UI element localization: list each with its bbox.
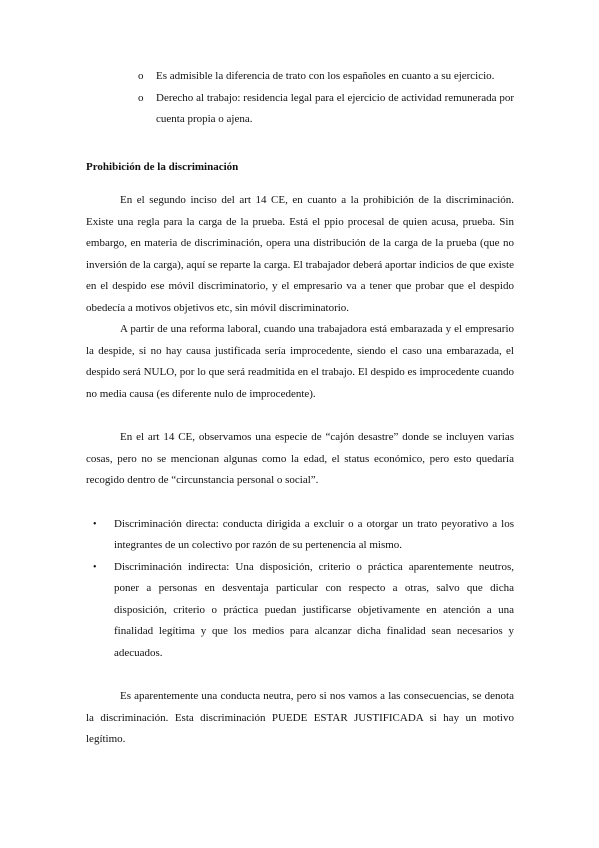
list-item-text: Discriminación indirecta: Una disposición, criterio o práctica aparentemente neutros, poner a personas en desventaja particular con respecto a otras, salvo que dicha disposición, criterio o práctica puedan justificarse objetivamente en atención a una finalidad legítima y que los medios para alcanzar dicha finalidad sean necesarios y adecuados.	[114, 560, 514, 659]
sub-list	[138, 66, 514, 131]
list-item	[138, 66, 514, 88]
document-body	[86, 66, 514, 751]
bullet-list	[86, 514, 514, 665]
section-heading: Prohibición de la discriminación	[86, 160, 239, 173]
list-item-text: Es admisible la diferencia de trato con los españoles en cuanto a su ejercicio.	[156, 70, 495, 82]
list-item	[138, 88, 514, 131]
closing-paragraph: Es aparentemente una conducta neutra, pero si nos vamos a las consecuencias, se denota la discriminación. Esta discriminación PUEDE ESTAR JUSTIFICADA si hay un motivo legítimo.	[86, 690, 514, 745]
list-marker: o	[138, 91, 144, 104]
paragraph: En el segundo inciso del art 14 CE, en cuanto a la prohibición de la discriminación. Existe una regla para la carga de la prueba. Está el ppio procesal de quien acusa, prueba. Sin embargo, en materia de discriminación, opera una distribución de la carga de la prueba (que no inversión de la carga), aquí se reparte la carga. El trabajador deberá aportar indicios de que existe en el despido ese móvil discriminatorio, y el empresario va a tener que probar que el despido obedecía a motivos objetivos etc, sin móvil discriminatorio.	[86, 194, 514, 314]
bullet-marker: •	[93, 518, 97, 530]
list-marker: o	[138, 70, 144, 82]
list-item-text: Discriminación directa: conducta dirigida a excluir o a otorgar un trato peyorativo a los integrantes de un colectivo por razón de su pertenencia al mismo.	[114, 517, 514, 551]
list-item	[86, 514, 514, 557]
bullet-marker: •	[93, 561, 97, 573]
paragraph: En el art 14 CE, observamos una especie de “cajón desastre” donde se incluyen varias cosas, pero no se mencionan algunas como la edad, el status económico, pero esto quedaría recogido dentro de “circunstancia personal o social”.	[86, 431, 514, 486]
list-item-text: Derecho al trabajo: residencia legal para el ejercicio de actividad remunerada por cuenta propia o ajena.	[156, 91, 514, 125]
paragraph: A partir de una reforma laboral, cuando una trabajadora está embarazada y el empresario la despide, si no hay causa justificada sería improcedente, siendo el caso una embarazada, el despido será NULO, por lo que será readmitida en el trabajo. El despido es improcedente cuando no media causa (es diferente nulo de improcedente).	[86, 323, 514, 400]
list-item	[86, 557, 514, 665]
